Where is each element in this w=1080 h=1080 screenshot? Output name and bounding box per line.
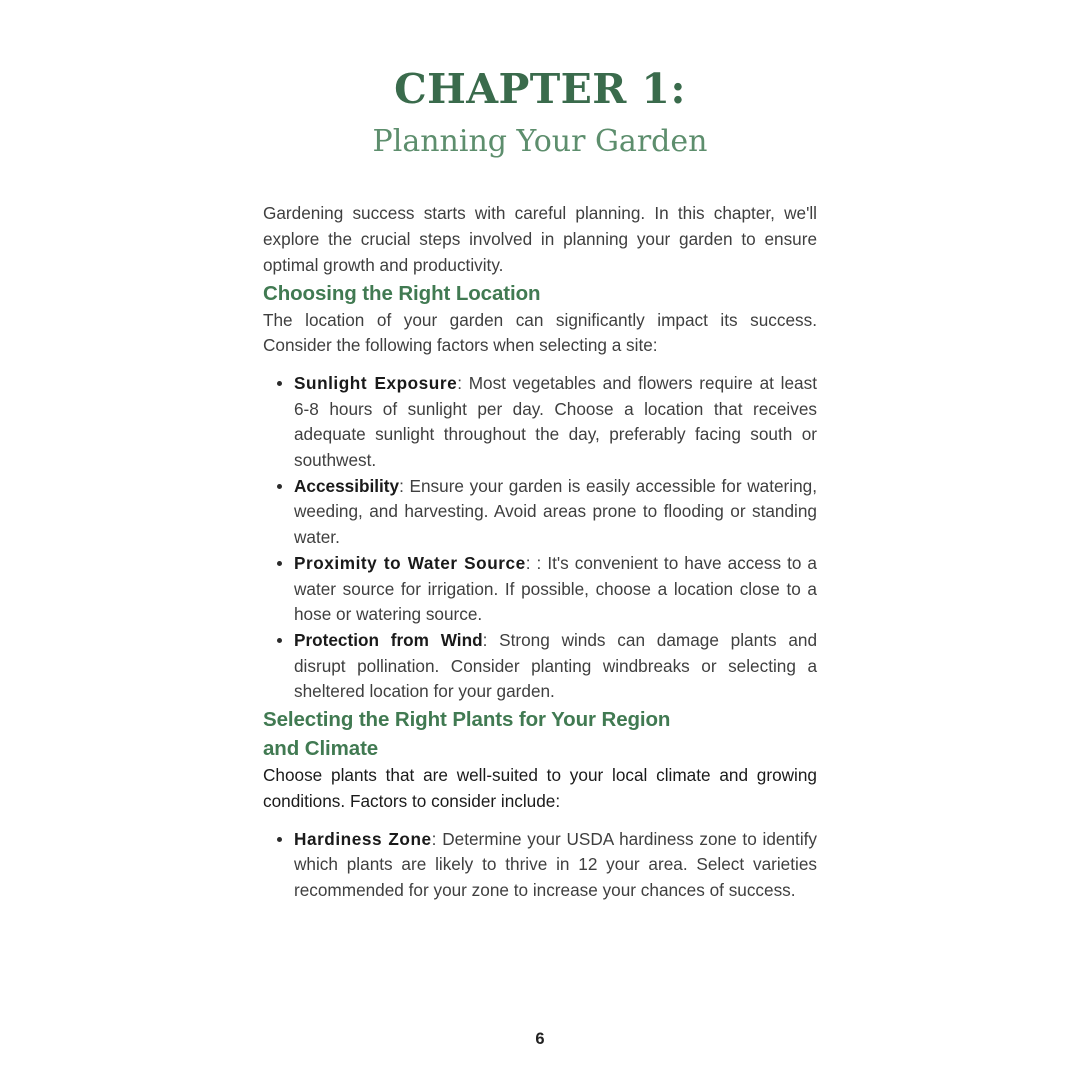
factor-list-plants	[263, 827, 817, 904]
list-item-text: Most vegetables and flowers require at least 6-8 hours of sunlight per day. Choose a location that receives adequate sunlight throughout the day, preferably facing south or southwest.	[294, 372, 817, 471]
list-item	[263, 551, 817, 628]
section-heading-line-2: and Climate	[263, 737, 379, 761]
bullet-dot-icon	[277, 837, 282, 842]
section-lead-selecting-plants: Choose plants that are well-suited to your local climate and growing conditions. Factors to consider include:	[263, 765, 817, 811]
list-item-text: Strong winds can damage plants and disrupt pollination. Consider planting windbreaks or selecting a sheltered location for your garden.	[294, 630, 817, 702]
bullet-dot-icon	[277, 484, 282, 489]
list-item	[263, 474, 817, 551]
intro-paragraph: Gardening success starts with careful planning. In this chapter, we'll explore the crucial steps involved in planning your garden to ensure optimal growth and productivity.	[263, 203, 817, 275]
list-item-label: Sunlight Exposure	[294, 372, 458, 393]
list-item-text: It's convenient to have access to a water source for irrigation. If possible, choose a location close to a hose or watering source.	[294, 552, 817, 625]
text-column	[263, 0, 817, 904]
list-item-separator: : :	[525, 552, 548, 573]
chapter-subtitle: Planning Your Garden	[372, 124, 708, 160]
list-item	[263, 827, 817, 904]
factor-list-location	[263, 371, 817, 705]
page-title: CHAPTER 1:	[394, 65, 686, 113]
list-item-separator: :	[431, 828, 443, 849]
list-item-label: Proximity to Water Source	[294, 552, 526, 573]
list-item-text: Determine your USDA hardiness zone to identify which plants are likely to thrive in 12 your area. Select varieties recommended for your zone to increase your chances of success.	[294, 828, 818, 900]
list-item-separator: :	[399, 475, 410, 496]
list-item-label: Accessibility	[294, 475, 400, 496]
list-item-label: Hardiness Zone	[294, 828, 432, 849]
bullet-dot-icon	[277, 561, 282, 566]
chapter-header	[263, 0, 817, 158]
list-item-separator: :	[482, 630, 500, 650]
list-item-separator: :	[457, 372, 469, 393]
list-item	[263, 371, 817, 474]
section-heading-line-1: Selecting the Right Plants for Your Region	[263, 708, 671, 732]
list-item	[263, 628, 817, 705]
intro-block	[263, 201, 817, 278]
page-number: 6	[535, 1030, 545, 1048]
bullet-dot-icon	[277, 638, 282, 643]
section-lead-choosing-location: The location of your garden can significantly impact its success. Consider the following factors when selecting a site:	[263, 309, 817, 356]
list-item-label: Protection from Wind	[294, 630, 483, 650]
section-heading-choosing-location: Choosing the Right Location	[263, 281, 541, 305]
section-heading-selecting-plants	[263, 705, 817, 763]
bullet-dot-icon	[277, 381, 282, 386]
list-item-text: Ensure your garden is easily accessible for watering, weeding, and harvesting. Avoid areas prone to flooding or standing water.	[294, 475, 817, 548]
